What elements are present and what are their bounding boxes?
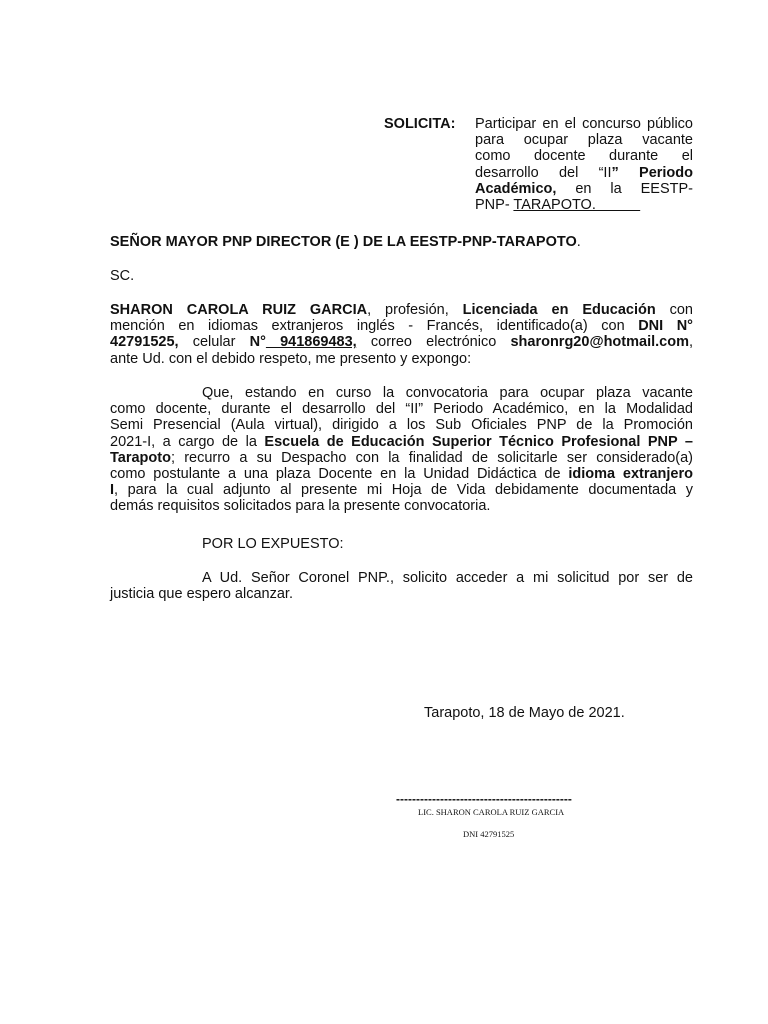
paragraph-line: ante Ud. con el debido respeto, me presento y expongo:	[110, 350, 472, 367]
paragraph-line	[110, 482, 693, 498]
text-run: , para la cual adjunto al presente mi Hoja de Vida debidamente documentada y	[114, 482, 693, 499]
addressee-period: .	[576, 234, 581, 250]
paragraph-line	[110, 450, 693, 466]
paragraph-line: demás requisitos solicitados para la presente convocatoria.	[110, 498, 491, 515]
email: sharonrg20@hotmail.com	[510, 334, 689, 351]
por-lo-expuesto: POR LO EXPUESTO:	[202, 536, 344, 552]
solicita-line4-prefix: desarrollo del “II	[475, 164, 612, 181]
text-run: ; recurro a su Despacho con la finalidad de solicitarle ser considerado(a)	[170, 449, 693, 466]
signature-name: LIC. SHARON CAROLA RUIZ GARCIA	[418, 807, 565, 817]
paragraph-line	[110, 466, 693, 482]
solicita-line6-prefix: PNP-	[475, 196, 514, 213]
addressee-text: SEÑOR MAYOR PNP DIRECTOR (E ) DE LA EESTP-PNP-TARAPOTO	[110, 234, 577, 250]
paragraph-identification	[110, 302, 693, 367]
paragraph-line: justicia que espero alcanzar.	[110, 586, 293, 603]
applicant-name: SHARON CAROLA RUIZ GARCIA	[110, 302, 368, 318]
solicita-city: TARAPOTO.	[513, 196, 641, 213]
text-run: como postulante a una plaza Docente en la Unidad Didáctica de	[110, 466, 569, 483]
paragraph-line	[110, 334, 693, 350]
text-run: 2021-I, a cargo de la	[110, 433, 265, 450]
paragraph-line: Que, estando en curso la convocatoria para ocupar plaza vacante	[202, 385, 693, 401]
text-run: correo electrónico	[356, 334, 511, 351]
paragraph-exposition	[110, 385, 693, 515]
place-date: Tarapoto, 18 de Mayo de 2021.	[424, 705, 625, 721]
paragraph-line	[110, 434, 693, 450]
solicita-line: como docente durante el	[475, 148, 693, 165]
paragraph-line: Semi Presencial (Aula virtual), dirigido a los Sub Oficiales PNP de la Promoción	[110, 417, 693, 434]
solicita-line: para ocupar plaza vacante	[475, 132, 693, 149]
paragraph-line	[110, 302, 693, 318]
solicita-text	[475, 116, 693, 213]
solicita-line5-rest: en la EESTP-	[556, 180, 693, 197]
solicita-line	[475, 197, 693, 213]
salutation: SC.	[110, 268, 135, 284]
subject-name: idioma extranjero	[568, 466, 693, 483]
text-run: , profesión,	[367, 302, 463, 318]
paragraph-line: como docente, durante el desarrollo del “II” Periodo Académico, en la Modalidad	[110, 401, 693, 418]
applicant-degree: Licenciada en Educación	[462, 302, 656, 318]
school-name: Escuela de Educación Superior Técnico Profesional PNP –	[264, 433, 693, 450]
dni-number: 42791525,	[110, 334, 179, 351]
school-city: Tarapoto	[110, 449, 171, 466]
cel-number: 941869483,	[265, 334, 357, 351]
paragraph-line	[110, 318, 693, 334]
signature-dni: DNI 42791525	[463, 829, 515, 839]
text-run: celular	[178, 334, 250, 351]
text-run: ,	[688, 334, 694, 351]
cel-label: N°	[249, 334, 266, 351]
solicita-line	[475, 181, 693, 197]
subject-level: I	[110, 482, 115, 499]
solicita-academico: Académico,	[475, 180, 557, 197]
text-run: mención en idiomas extranjeros inglés - Francés, identificado(a) con	[110, 318, 639, 335]
addressee-line	[110, 234, 670, 250]
solicita-line	[475, 165, 693, 181]
dni-label: DNI N°	[638, 318, 693, 335]
solicita-line: Participar en el concurso público	[475, 116, 693, 132]
signature-line: --------------------------------------------	[396, 792, 572, 806]
paragraph-line: A Ud. Señor Coronel PNP., solicito acceder a mi solicitud por ser de	[202, 570, 693, 586]
solicita-label: SOLICITA:	[384, 116, 456, 132]
text-run: con	[655, 302, 693, 318]
solicita-periodo: ” Periodo	[611, 164, 693, 181]
paragraph-request	[110, 570, 693, 602]
